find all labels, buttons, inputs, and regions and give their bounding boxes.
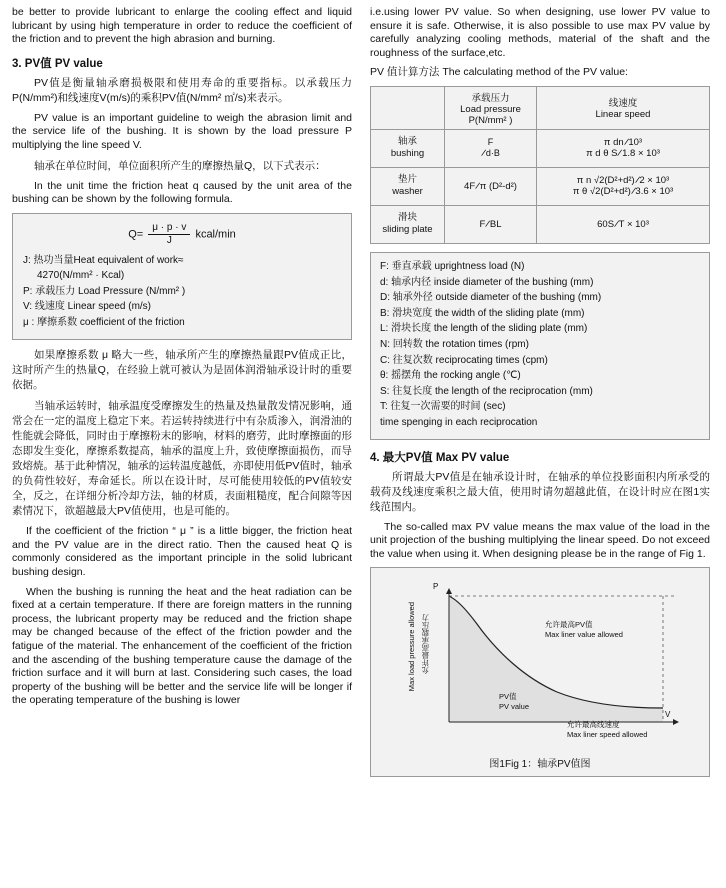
note-T-cont: time spenging in each reciprocation	[380, 416, 538, 428]
washer-speed-2	[539, 186, 707, 197]
chart-v-axis-label: V	[665, 710, 671, 720]
washer-speed-den-2: 3.6 × 10³	[635, 186, 674, 198]
bushing-speed-num-2: π d θ S	[586, 148, 618, 160]
left-paragraph-2-cn: PV值是衡量轴承磨损极限和使用寿命的重要指标。以承载压力P(N/mm²)和线速度V(m/s)的乘积PV值(N/mm² ㎡/s)来表示。	[12, 76, 352, 104]
pv-calculation-table	[370, 86, 710, 244]
cell-sliding-plate-speed	[537, 205, 710, 243]
cell-sliding-plate-load	[445, 205, 537, 243]
row-label-bushing-cn: 轴承	[397, 136, 417, 148]
slash-icon: /	[484, 218, 491, 231]
washer-speed-den-1: 2 × 10³	[639, 175, 670, 187]
legend-item-J: J: 热功当量Heat equivalent of work≈	[23, 254, 184, 266]
bushing-load-formula	[481, 137, 500, 159]
left-paragraph-4-cn: 轴承在单位时间，单位面积所产生的摩擦热量Q，以下式表示：	[34, 159, 326, 172]
left-paragraph-5-en: In the unit time the friction heat q caused by the unit area of the bushing can be shown by the following formula.	[12, 179, 352, 206]
row-label-washer-cn: 垫片	[397, 174, 417, 186]
left-paragraph-7-cn: 当轴承运转时，轴承温度受摩擦发生的热量及热量散发情况影响，通常会在一定的温度上稳定下来。若运转持续进行中有杂质渗入，润滑油的性能就会降低，同时由于摩擦粉末的影响，材料的磨劳，此时摩擦面的形态即发生变化，摩擦系数提高，轴承的温度上升，致使摩擦面损伤，而导致熔焼。基于此种情况，轴承的运转温度越低，亦即使用低PV值时，轴承的负荷性较好，寿命延长。所以在设计时，尽可能使用较低的PV值较安全，反之，在详细分析冷却方法，轴的材质，表面粗糙度，配合间隙等因素情况下，欲超越最大PV值使用，也是可能的。	[12, 400, 352, 518]
left-paragraph-3-en: PV value is an important guideline to weigh the abrasion limit and the service life of the bushing. It is shown by the load pressure P multiplying the line speed V.	[12, 111, 352, 151]
note-F: F: 垂直承载 uprightness load (N)	[380, 260, 525, 272]
bushing-speed-den-1: 10³	[628, 137, 643, 149]
plate-speed-num: 60S	[597, 218, 615, 230]
slash-icon: /	[613, 218, 620, 231]
table-title: PV 值计算方法 The calculating method of the PV value:	[370, 66, 628, 79]
cell-washer-load	[445, 167, 537, 205]
washer-load-num: 4F	[464, 180, 476, 192]
slash-icon: /	[622, 137, 630, 149]
row-label-sliding-plate-en: sliding plate	[382, 224, 433, 236]
formula-box	[12, 213, 352, 341]
header-speed-cn: 线速度	[608, 98, 638, 110]
symbol-definitions-box	[370, 252, 710, 440]
bushing-speed-1	[539, 137, 707, 148]
plate-load-num: F	[479, 218, 486, 230]
chart-p-axis-label: P	[433, 582, 439, 592]
chart-annotation-max-pv	[545, 620, 623, 640]
formula-numerator: μ · p · v	[148, 222, 190, 235]
anno-max-speed-en: Max liner speed allowed	[567, 730, 648, 740]
chart-caption: 图1Fig 1：轴承PV值图	[489, 759, 591, 771]
left-paragraph-8-en: If the coefficient of the friction “ μ ” is a little bigger, the friction heat and the PV value are in the direct ratio. Then the caused heat Q is commonly considered as the important principle in the solid lubricant bushing design.	[12, 525, 352, 579]
chart-y-axis-label-cn: 允许最高承载压力	[421, 614, 430, 675]
formula-denominator: J	[166, 234, 172, 246]
table-row	[371, 167, 710, 205]
anno-max-speed-cn: 允许最高线速度	[567, 720, 620, 730]
note-B: B: 滑块宽度 the width of the sliding plate (mm)	[380, 307, 585, 319]
formula-unit: kcal/min	[195, 228, 236, 241]
legend-item-P: P: 承载压力 Load Pressure (N/mm² )	[23, 285, 186, 297]
pv-chart	[377, 574, 703, 752]
slash-icon: /	[629, 186, 637, 198]
row-label-bushing	[371, 129, 445, 167]
two-column-layout	[12, 6, 714, 777]
left-paragraph-9-en: When the bushing is running the heat and the heat radiation can be fixed at a certain temperature. If there are foreign matters in the running process, the lubricant property may be reduced and the friction shape may be changed because of the effect of the friction powder and the fatigue of the material. The enhancement of the coefficient of the friction and the ascending of the bushing temperature cause the damage of the friction surface and it will burn at last. Considering such cases, the load property of the bushing will be better and the service life will be longer if the operating temperature of the bushing is lower	[12, 585, 352, 707]
table-row	[371, 129, 710, 167]
washer-speed-1	[539, 175, 707, 186]
slash-icon: /	[616, 148, 623, 160]
legend-item-mu: μ : 摩擦系数 coefficient of the friction	[23, 316, 185, 328]
note-N: N: 回转数 the rotation times (rpm)	[380, 338, 529, 350]
right-column	[370, 6, 710, 777]
formula-equation	[23, 222, 341, 247]
note-S: S: 往复长度 the length of the reciprocation (mm)	[380, 385, 593, 397]
table-header-load-pressure	[445, 86, 537, 129]
anno-max-pv-en: Max liner value allowed	[545, 630, 623, 640]
section-heading-pv-value: 3. PV值 PV value	[12, 57, 103, 70]
chart-y-axis-label-en: Max load pressure allowed	[407, 602, 416, 692]
note-D: D: 轴承外径 outside diameter of the bushing (mm)	[380, 292, 602, 304]
legend-item-V: V: 线速度 Linear speed (m/s)	[23, 301, 152, 313]
bushing-speed-num-1: π dn	[603, 137, 624, 149]
note-d: d: 轴承内径 inside diameter of the bushing (mm)	[380, 276, 594, 288]
header-load-unit: P(N/mm² )	[468, 114, 513, 126]
pv-chart-box	[370, 567, 710, 777]
table-header-linear-speed	[537, 86, 710, 129]
washer-speed-num-2: π θ √2(D²+d²)	[572, 186, 631, 198]
chart-annotation-pv-value	[499, 692, 529, 712]
bushing-speed-den-2: 1.8 × 10³	[622, 148, 660, 160]
formula-fraction	[148, 222, 190, 247]
row-label-washer	[371, 167, 445, 205]
header-load-cn: 承载压力	[471, 92, 510, 104]
anno-pv-cn: PV值	[499, 692, 517, 702]
note-T: T: 往复一次需要的时间 (sec)	[380, 401, 506, 413]
header-load-en: Load pressure	[460, 103, 521, 115]
formula-q-label: Q=	[128, 228, 144, 241]
right-paragraph-2-cn: 所谓最大PV值是在轴承设计时，在轴承的单位投影面积内所承受的载荷及线速度乘积之最大值，使用时请勿超越此值，在设计时应在图1实线范围内。	[370, 470, 710, 513]
bushing-load-num: F	[487, 137, 494, 148]
left-column	[12, 6, 352, 777]
anno-pv-en: PV value	[499, 702, 530, 712]
header-speed-en: Linear speed	[595, 109, 651, 121]
formula-legend	[23, 254, 341, 331]
table-header-row	[371, 86, 710, 129]
slash-icon: /	[474, 180, 481, 193]
slash-icon: /	[633, 175, 641, 187]
anno-max-pv-cn: 允许最高PV值	[545, 620, 593, 630]
washer-speed-num-1: π n √2(D²+d²)	[576, 175, 635, 187]
cell-washer-speed	[537, 167, 710, 205]
legend-item-J-value: 4270(N/mm² · Kcal)	[37, 270, 125, 282]
plate-speed-den: T × 10³	[618, 218, 649, 230]
cell-bushing-load	[445, 129, 537, 167]
row-label-sliding-plate	[371, 205, 445, 243]
note-theta: θ: 摇摆角 the rocking angle (℃)	[380, 370, 521, 382]
note-L: L: 滑块长度 the length of the sliding plate (mm)	[380, 323, 588, 335]
chart-annotation-max-speed	[567, 720, 647, 740]
bushing-load-den: d·B	[485, 148, 500, 159]
plate-load-den: BL	[489, 218, 502, 230]
washer-load-den: π (D²-d²)	[479, 180, 517, 192]
row-label-sliding-plate-cn: 滑块	[397, 212, 417, 224]
bushing-speed-2	[539, 148, 707, 159]
row-label-washer-en: washer	[392, 186, 423, 198]
table-header-blank	[371, 86, 445, 129]
section-heading-max-pv-value: 4. 最大PV值 Max PV value	[370, 451, 510, 464]
right-paragraph-3-en: The so-called max PV value means the max value of the load in the unit projection of the bushing multiplying the linear speed. Do not exceed the value when using it. When designing please be in the range of Fig 1.	[370, 520, 710, 560]
left-paragraph-1: be better to provide lubricant to enlarge the cooling effect and liquid lubricant by using high temperature in order to reduce the coefficient of the friction and to prevent the high abrasion and burning.	[12, 6, 352, 46]
right-paragraph-1: i.e.using lower PV value. So when designing, use lower PV value to ensure it is safe. Otherwise, it is also possible to use max PV value by carefully analyzing cooling methods, material of the shaft and the roughness of the surface,etc.	[370, 6, 710, 59]
cell-bushing-speed	[537, 129, 710, 167]
row-label-bushing-en: bushing	[390, 148, 425, 160]
table-row	[371, 205, 710, 243]
slash-icon: /	[480, 148, 487, 160]
note-C: C: 往复次数 reciprocating times (cpm)	[380, 354, 548, 366]
left-paragraph-6-cn: 如果摩擦系数 μ 略大一些，轴承所产生的摩擦热量跟PV值成正比，这时所产生的热量Q，在经验上就可被认为是固体润滑轴承设计时的重要依据。	[12, 349, 352, 392]
